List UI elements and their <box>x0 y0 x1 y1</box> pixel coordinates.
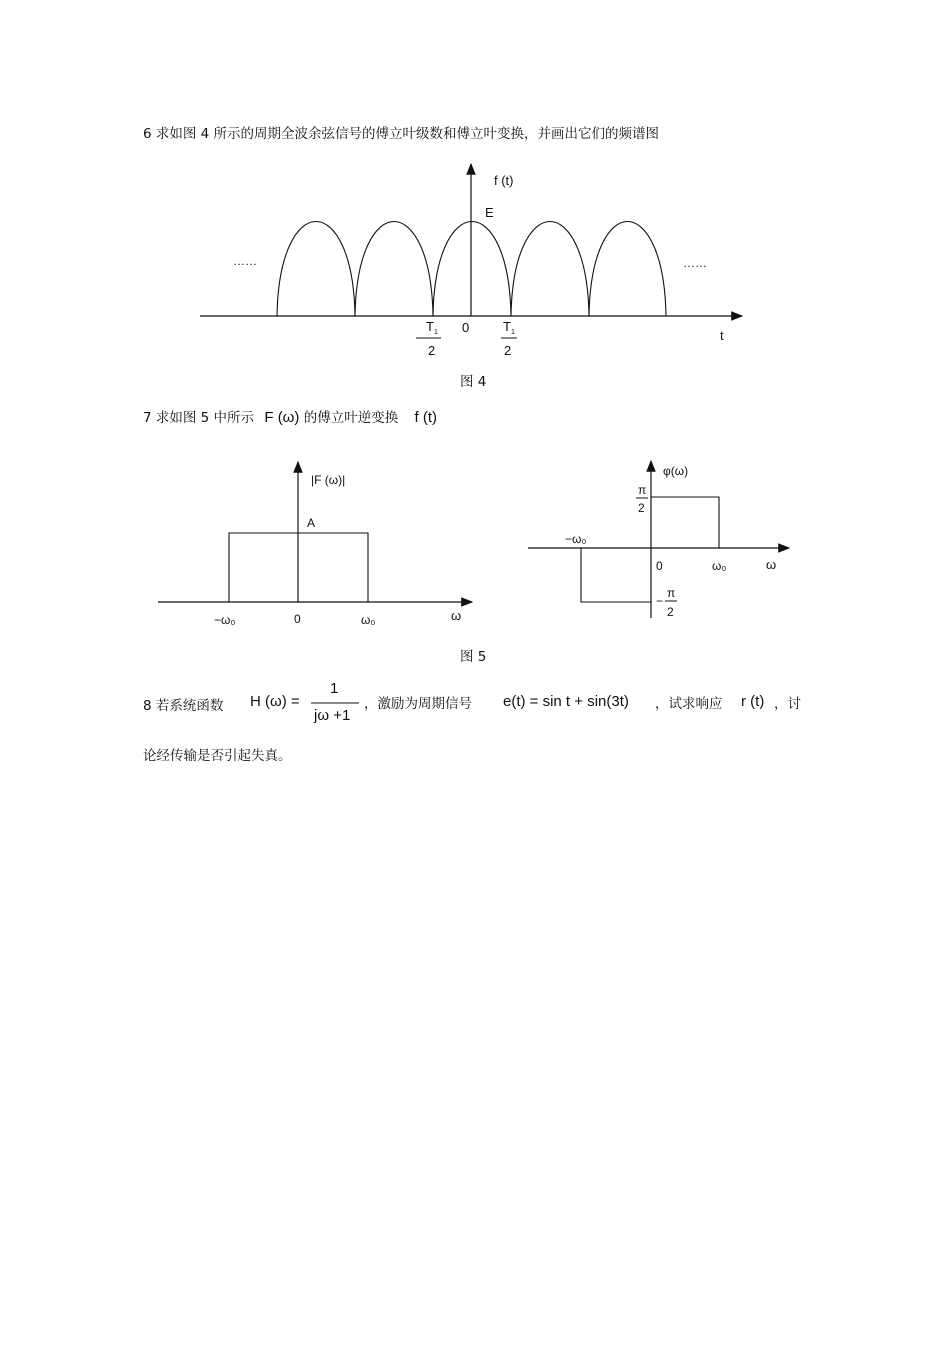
fig4-neg-tick-sub: 1 <box>434 329 438 336</box>
q8-tail: ，讨 <box>774 696 801 712</box>
fig5-right-pos-den: 2 <box>638 501 645 515</box>
q7-prefix: 7 求如图 5 中所示 <box>143 410 255 426</box>
fig4-right-dots: …… <box>683 256 707 270</box>
fig5-right-neg-step <box>581 548 651 602</box>
q8-e-t: e(t) = sin t + sin(3t) <box>503 693 629 710</box>
fig5-right-origin-label: 0 <box>656 559 663 573</box>
fig5-left-origin-label: 0 <box>294 612 301 626</box>
fig4-neg-tick-num: T <box>426 319 434 334</box>
fig4-y-label: f (t) <box>494 173 514 188</box>
fig4-pos-tick-num: T <box>503 319 511 334</box>
fig5-right-neg-sign: − <box>656 594 664 608</box>
fig5-right-neg-den: 2 <box>667 605 674 619</box>
fig4-arch-2 <box>355 222 433 317</box>
fig4-arch-4 <box>511 222 589 317</box>
q8-H-omega: H (ω) = <box>250 693 300 710</box>
fig5-left-neg-label: −ω₀ <box>214 613 236 627</box>
fig5-right-pos-label: ω₀ <box>712 559 727 573</box>
fig5-right-pos-step <box>651 497 719 548</box>
figure-5-caption: 图 5 <box>460 649 487 665</box>
q7-f-t: f (t) <box>414 409 437 426</box>
q8-frac-num: 1 <box>330 680 339 697</box>
question-6-text: 6 求如图 4 所示的周期全波余弦信号的傅立叶级数和傅立叶变换，并画出它们的频谱图 <box>143 126 660 142</box>
q8-mid2: ，试求响应 <box>655 696 723 712</box>
q8-mid1: ，激励为周期信号 <box>364 696 472 712</box>
fig5-left-pos-label: ω₀ <box>361 613 376 627</box>
fig4-arch-5 <box>589 222 666 317</box>
q8-frac-den: jω +1 <box>314 707 351 724</box>
q7-middle: 的傅立叶逆变换 <box>303 410 399 426</box>
fig4-peak-label: E <box>485 205 494 220</box>
figure-4-caption: 图 4 <box>460 374 487 390</box>
fig4-pos-tick-den: 2 <box>504 343 512 358</box>
fig5-right-axis-label: ω <box>766 557 777 572</box>
q8-line2: 论经传输是否引起失真。 <box>143 748 292 764</box>
fig4-origin-label: 0 <box>462 320 470 335</box>
fig5-left-axis-label: ω <box>451 608 462 623</box>
fig5-right-neg-num: π <box>667 586 676 600</box>
fig4-x-label: t <box>720 328 724 343</box>
q8-r-t: r (t) <box>741 693 765 710</box>
q8-prefix: 8 若系统函数 <box>143 698 224 714</box>
q7-F-omega: F (ω) <box>264 409 300 426</box>
fig4-arch-3 <box>433 222 511 317</box>
fig4-neg-tick-den: 2 <box>428 343 436 358</box>
fig4-pos-tick-sub: 1 <box>511 329 515 336</box>
fig5-right-neg-label: −ω₀ <box>565 532 587 546</box>
fig4-arch-1 <box>277 222 355 317</box>
fig5-right-y-label: φ(ω) <box>663 464 689 478</box>
fig4-left-dots: …… <box>233 254 257 268</box>
question-7-text <box>143 406 437 426</box>
fig5-left-y-label: |F (ω)| <box>311 473 346 487</box>
fig5-right-pos-num: π <box>638 483 647 497</box>
fig5-left-height-label: A <box>307 516 316 530</box>
